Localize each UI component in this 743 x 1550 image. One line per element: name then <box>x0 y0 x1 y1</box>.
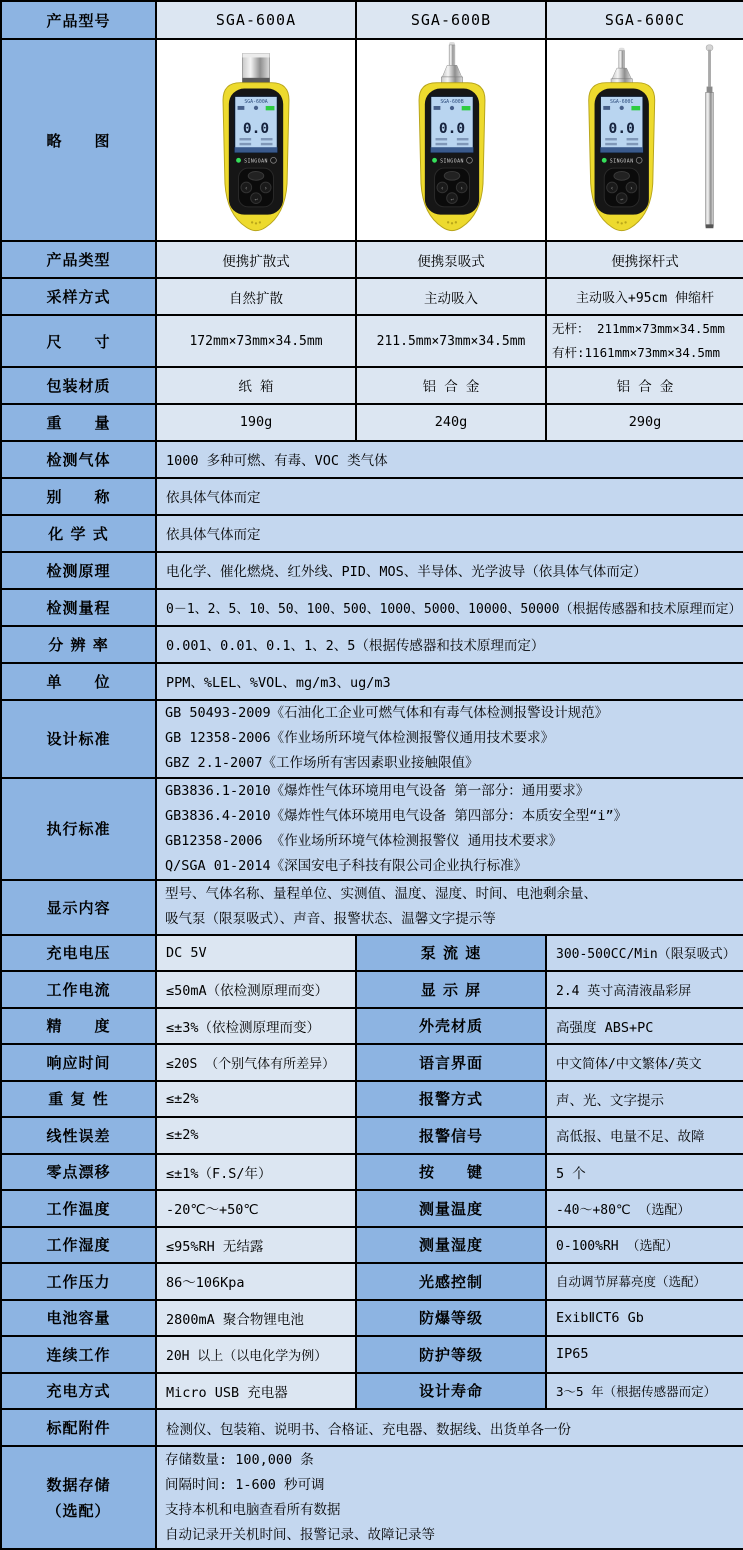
explosion-proof-value: ExibⅡCT6 Gb <box>546 1300 743 1337</box>
data-storage-row <box>1 1446 743 1549</box>
dimensions-row <box>1 315 743 367</box>
zero-drift-label: 零点漂移 <box>1 1154 156 1191</box>
unit-value: PPM、%LEL、%VOL、mg/m3、ug/m3 <box>156 663 743 700</box>
working-temp-measure-temp-row <box>1 1190 743 1227</box>
design-life-label: 设计寿命 <box>356 1373 546 1410</box>
chemical-formula-label: 化 学 式 <box>1 515 156 552</box>
working-pressure-value: 86～106Kpa <box>156 1263 356 1300</box>
detection-range-label: 检测量程 <box>1 589 156 626</box>
repeatability-label: 重 复 性 <box>1 1081 156 1118</box>
alarm-signal-value: 高低报、电量不足、故障 <box>546 1117 743 1154</box>
model-name-b: SGA-600B <box>356 1 546 39</box>
dimensions-label: 尺 寸 <box>1 315 156 367</box>
explosion-proof-label: 防爆等级 <box>356 1300 546 1337</box>
dimensions-c-with-rod: 有杆:1161mm×73mm×34.5mm <box>552 345 720 360</box>
svg-text:›: › <box>629 185 634 192</box>
accuracy-value: ≤±3%（依检测原理而变） <box>156 1008 356 1045</box>
packing-material-c: 铝 合 金 <box>546 367 743 404</box>
design-standard-line: GB 12358-2006《作业场所环境气体检测报警仪通用技术要求》 <box>165 730 555 746</box>
telescopic-rod-icon <box>706 45 714 228</box>
working-temp-label: 工作温度 <box>1 1190 156 1227</box>
working-humidity-measure-humidity-row <box>1 1227 743 1264</box>
battery-capacity-value: 2800mA 聚合物锂电池 <box>156 1300 356 1337</box>
working-temp-value: -20℃～+50℃ <box>156 1190 356 1227</box>
display-screen-value: 2.4 英寸高清液晶彩屏 <box>546 971 743 1008</box>
status-led <box>432 158 437 163</box>
status-led <box>602 158 607 163</box>
working-pressure-light-control-row <box>1 1263 743 1300</box>
light-control-label: 光感控制 <box>356 1263 546 1300</box>
protection-grade-label: 防护等级 <box>356 1336 546 1373</box>
alarm-signal-label: 报警信号 <box>356 1117 546 1154</box>
product-type-row <box>1 241 743 278</box>
model-name-a: SGA-600A <box>156 1 356 39</box>
charge-method-design-life-row <box>1 1373 743 1410</box>
data-storage-line: 自动记录开关机时间、报警记录、故障记录等 <box>165 1526 435 1543</box>
sampling-method-a: 自然扩散 <box>156 278 356 315</box>
packing-material-row <box>1 367 743 404</box>
model-name-c: SGA-600C <box>546 1 743 39</box>
continuous-work-protection-grade-row <box>1 1336 743 1373</box>
weight-row <box>1 404 743 441</box>
accuracy-label: 精 度 <box>1 1008 156 1045</box>
repeatability-alarm-type-row <box>1 1081 743 1118</box>
svg-text:↵: ↵ <box>450 197 454 203</box>
accessories-row <box>1 1409 743 1446</box>
device-screen <box>600 96 643 152</box>
measure-humidity-value: 0-100%RH （选配） <box>546 1227 743 1264</box>
charge-method-value: Micro USB 充电器 <box>156 1373 356 1410</box>
svg-text:SGA-600A: SGA-600A <box>244 99 268 106</box>
status-led <box>236 158 241 163</box>
repeatability-value: ≤±2% <box>156 1081 356 1118</box>
gas-detector-sga600a-image <box>158 40 354 236</box>
gas-detector-sga600b-image <box>357 40 546 236</box>
unit-label: 单 位 <box>1 663 156 700</box>
product-type-c: 便携探杆式 <box>546 241 743 278</box>
chemical-formula-value: 依具体气体而定 <box>156 515 743 552</box>
packing-material-label: 包装材质 <box>1 367 156 404</box>
continuous-work-value: 20H 以上（以电化学为例） <box>156 1336 356 1373</box>
brand-text: SINGOAN <box>440 159 464 165</box>
battery-capacity-label: 电池容量 <box>1 1300 156 1337</box>
detection-range-row <box>1 589 743 626</box>
zero-drift-buttons-row <box>1 1154 743 1191</box>
svg-text:SGA-600B: SGA-600B <box>440 100 464 106</box>
detection-range-value: 0－1、2、5、10、50、100、500、1000、5000、10000、50000（根据传感器和技术原理而定） <box>156 589 743 626</box>
svg-text:0.0: 0.0 <box>438 121 466 138</box>
working-pressure-label: 工作压力 <box>1 1263 156 1300</box>
measure-temp-value: -40～+80℃ （选配） <box>546 1190 743 1227</box>
sampling-method-row <box>1 278 743 315</box>
shell-material-label: 外壳材质 <box>356 1008 546 1045</box>
charge-voltage-value: DC 5V <box>156 935 356 972</box>
measure-temp-label: 测量温度 <box>356 1190 546 1227</box>
working-current-display-screen-row <box>1 971 743 1008</box>
svg-text:↵: ↵ <box>254 196 258 203</box>
detection-principle-label: 检测原理 <box>1 552 156 589</box>
svg-text:0.0: 0.0 <box>608 120 635 138</box>
device-screen <box>235 96 278 152</box>
measure-humidity-label: 测量湿度 <box>356 1227 546 1264</box>
sketch-label: 略 图 <box>1 39 156 241</box>
product-model-row <box>1 1 743 39</box>
linearity-error-alarm-signal-row <box>1 1117 743 1154</box>
execution-standard-line: GB3836.1-2010《爆炸性气体环境用电气设备 第一部分：通用要求》 <box>165 782 590 799</box>
accessories-label: 标配附件 <box>1 1409 156 1446</box>
brand-text: SINGOAN <box>609 158 634 165</box>
linearity-error-value: ≤±2% <box>156 1117 356 1154</box>
svg-text:↵: ↵ <box>620 196 624 203</box>
buttons-label: 按 键 <box>356 1154 546 1191</box>
execution-standard-label: 执行标准 <box>1 778 156 880</box>
resolution-value: 0.001、0.01、0.1、1、2、5（根据传感器和技术原理而定） <box>156 626 743 663</box>
dimensions-c-no-rod: 无杆： 211mm×73mm×34.5mm <box>552 321 725 336</box>
display-content-row <box>1 880 743 935</box>
response-time-label: 响应时间 <box>1 1044 156 1081</box>
svg-text:‹: ‹ <box>610 185 614 192</box>
sampling-method-label: 采样方式 <box>1 278 156 315</box>
language-ui-label: 语言界面 <box>356 1044 546 1081</box>
execution-standard-row <box>1 778 743 880</box>
weight-a: 190g <box>156 404 356 441</box>
design-standard-line: GBZ 2.1-2007《工作场所有害因素职业接触限值》 <box>165 755 479 771</box>
detected-gas-row <box>1 441 743 478</box>
continuous-work-label: 连续工作 <box>1 1336 156 1373</box>
display-content-label: 显示内容 <box>1 880 156 935</box>
svg-text:‹: ‹ <box>440 185 445 192</box>
packing-material-a: 纸 箱 <box>156 367 356 404</box>
response-time-value: ≤20S （个别气体有所差异） <box>156 1044 356 1081</box>
execution-standard-line: Q/SGA 01-2014《深国安电子科技有限公司企业执行标准》 <box>165 857 528 874</box>
working-current-label: 工作电流 <box>1 971 156 1008</box>
alias-label: 别 称 <box>1 478 156 515</box>
svg-text:‹: ‹ <box>244 185 249 192</box>
gas-detector-sga600c-image <box>547 40 743 236</box>
product-type-a: 便携扩散式 <box>156 241 356 278</box>
keypad <box>239 168 274 207</box>
data-storage-label-line1: 数据存储 <box>46 1475 111 1494</box>
execution-standard-line: GB12358-2006 《作业场所环境气体检测报警仪 通用技术要求》 <box>165 832 563 849</box>
display-content-line: 型号、气体名称、量程单位、实测值、温度、湿度、时间、电池剩余量、 <box>165 886 597 902</box>
alarm-type-value: 声、光、文字提示 <box>546 1081 743 1118</box>
keypad <box>435 168 470 207</box>
resolution-label: 分 辨 率 <box>1 626 156 663</box>
design-standard-label: 设计标准 <box>1 700 156 778</box>
sampling-method-b: 主动吸入 <box>356 278 546 315</box>
product-model-label: 产品型号 <box>1 1 156 39</box>
sensor-cap-icon <box>242 54 269 84</box>
data-storage-line: 支持本机和电脑查看所有数据 <box>165 1501 341 1518</box>
battery-capacity-explosion-proof-row <box>1 1300 743 1337</box>
pump-flow-label: 泵 流 速 <box>356 935 546 972</box>
data-storage-line: 存储数量: 100,000 条 <box>165 1451 314 1468</box>
zero-drift-value: ≤±1%（F.S/年） <box>156 1154 356 1191</box>
design-standard-line: GB 50493-2009《石油化工企业可燃气体和有毒气体检测报警设计规范》 <box>165 705 609 721</box>
pump-flow-value: 300-500CC/Min（限泵吸式） <box>546 935 743 972</box>
data-storage-label-line2: （选配） <box>46 1501 111 1520</box>
product-type-label: 产品类型 <box>1 241 156 278</box>
working-humidity-label: 工作湿度 <box>1 1227 156 1264</box>
accuracy-shell-material-row <box>1 1008 743 1045</box>
data-storage-line: 间隔时间: 1-600 秒可调 <box>165 1476 325 1493</box>
svg-text:0.0: 0.0 <box>242 120 270 138</box>
detected-gas-label: 检测气体 <box>1 441 156 478</box>
design-life-value: 3～5 年（根据传感器而定） <box>546 1373 743 1410</box>
charge-method-label: 充电方式 <box>1 1373 156 1410</box>
charge-voltage-pump-flow-row <box>1 935 743 972</box>
accessories-value: 检测仪、包装箱、说明书、合格证、充电器、数据线、出货单各一份 <box>156 1409 743 1446</box>
linearity-error-label: 线性误差 <box>1 1117 156 1154</box>
execution-standard-line: GB3836.4-2010《爆炸性气体环境用电气设备 第四部分：本质安全型“i”》 <box>165 807 628 824</box>
unit-row <box>1 663 743 700</box>
alias-row <box>1 478 743 515</box>
product-type-b: 便携泵吸式 <box>356 241 546 278</box>
device-screen <box>431 96 474 152</box>
sketch-row <box>1 39 743 241</box>
alias-value: 依具体气体而定 <box>156 478 743 515</box>
detection-principle-row <box>1 552 743 589</box>
weight-c: 290g <box>546 404 743 441</box>
resolution-row <box>1 626 743 663</box>
packing-material-b: 铝 合 金 <box>356 367 546 404</box>
weight-label: 重 量 <box>1 404 156 441</box>
display-screen-label: 显 示 屏 <box>356 971 546 1008</box>
chemical-formula-row <box>1 515 743 552</box>
design-standard-row <box>1 700 743 778</box>
weight-b: 240g <box>356 404 546 441</box>
buttons-value: 5 个 <box>546 1154 743 1191</box>
detection-principle-value: 电化学、催化燃烧、红外线、PID、MOS、半导体、光学波导（依具体气体而定） <box>156 552 743 589</box>
brand-text: SINGOAN <box>244 158 268 165</box>
working-current-value: ≤50mA（依检测原理而变） <box>156 971 356 1008</box>
svg-text:SGA-600C: SGA-600C <box>610 99 634 106</box>
detected-gas-value: 1000 多种可燃、有毒、VOC 类气体 <box>156 441 743 478</box>
language-ui-value: 中文简体/中文繁体/英文 <box>546 1044 743 1081</box>
shell-material-value: 高强度 ABS+PC <box>546 1008 743 1045</box>
charge-voltage-label: 充电电压 <box>1 935 156 972</box>
keypad <box>604 168 639 207</box>
light-control-value: 自动调节屏幕亮度（选配） <box>546 1263 743 1300</box>
display-content-line: 吸气泵（限泵吸式）、声音、报警状态、温馨文字提示等 <box>165 911 496 927</box>
svg-text:›: › <box>263 185 268 192</box>
alarm-type-label: 报警方式 <box>356 1081 546 1118</box>
response-time-language-row <box>1 1044 743 1081</box>
sampling-method-c: 主动吸入+95cm 伸缩杆 <box>546 278 743 315</box>
protection-grade-value: IP65 <box>546 1336 743 1373</box>
dimensions-a: 172mm×73mm×34.5mm <box>156 315 356 367</box>
dimensions-b: 211.5mm×73mm×34.5mm <box>356 315 546 367</box>
working-humidity-value: ≤95%RH 无结露 <box>156 1227 356 1264</box>
svg-text:›: › <box>459 185 464 192</box>
